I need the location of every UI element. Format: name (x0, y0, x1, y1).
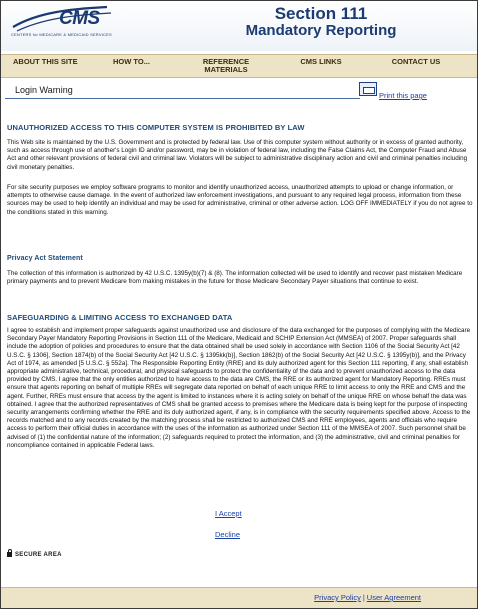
footer-separator: | (362, 593, 365, 602)
privacy-paragraph: The collection of this information is authorized by 42 U.S.C. 1395y(b)(7) & (8). The information collected will be used to identify and recover past mistaken Medicare primary payments and to prevent Medicare from making mistakes in the future for those Medicare Secondary Payer situations that continue to exist. (7, 270, 463, 286)
privacy-policy-link[interactable]: Privacy Policy (314, 593, 361, 602)
site-banner (171, 5, 471, 47)
footer (1, 587, 477, 609)
secure-area-text: SECURE AREA (15, 552, 62, 558)
print-page-link[interactable]: Print this page (379, 91, 427, 100)
decline-link[interactable]: Decline (215, 530, 241, 539)
cms-logo (7, 5, 117, 43)
nav-how-to[interactable]: HOW TO... (113, 57, 150, 66)
printer-icon[interactable] (359, 82, 377, 96)
title-divider (5, 98, 360, 99)
nav-cms-links[interactable]: CMS LINKS (300, 57, 342, 66)
title-bar (1, 81, 477, 101)
banner-title: Section 111 (274, 4, 368, 23)
accept-link[interactable]: I Accept (215, 509, 242, 518)
warning-paragraph-1: This Web site is maintained by the U.S. Government and is protected by federal law. Use of this computer system without authority or in excess of granted authority, such as access through use of another's Login ID and/or password, may be in violation of federal law, including the False Claims Act, the Computer Fraud and Abuse Act and other relevant provisions of federal civil and criminal law. Violators will be subject to administrative disciplinary action and civil and criminal penalties including civil monetary penalties. (7, 139, 468, 171)
user-agreement-link[interactable]: User Agreement (366, 593, 421, 602)
footer-links (314, 593, 421, 602)
safeguard-paragraph: I agree to establish and implement proper safeguards against unauthorized use and disclosure of the data exchanged for the purposes of complying with the Medicare Secondary Payer Mandatory Reporting Provisions in Section 111 of the Medicare, Medicaid and SCHIP Extension Act (MMSEA) of 2007. Proper safeguards shall include the adoption of policies and procedures to ensure that the data obtained shall be used solely in accordance with Section 1106 of the Social Security Act [42 U.S.C. § 1306], Section 1874(b) of the Social Security Act [42 U.S.C. § 1395kk(b)], Section 1862(b) of the Social Security Act [42 U.S.C. § 1395y(b)], and the Privacy Act of 1974, as amended [5 U.S.C. § 552a]. The Responsible Reporting Entity (RRE) and its duly authorized agent for this Section 111 reporting, if any, shall establish appropriate administrative, technical, procedural, and physical safeguards to protect the confidentiality of the data and to prevent unauthorized access to the data provided by CMS. I agree that the only entities authorized to have access to the data are CMS, the RRE or its authorized agent for Mandatory Reporting. RREs must ensure that agents reporting on behalf of multiple RREs will segregate data reported on behalf of each unique RRE to limit access to only the RRE and CMS and the agent. Further, RREs must ensure that access by the agent is limited to instances where it is acting solely on behalf of the unique RRE on whose behalf the data was obtained. I agree that the authorized representatives of CMS shall be granted access to premises where the Medicare data is being kept for the purpose of inspecting security arrangements confirming whether the RRE and its duly authorized agent, if any, is in compliance with the security requirements specified above. Access to the records matched and to any records created by the matching process shall be restricted to authorized CMS and RRE employees, agents and officials who require access to perform their official duties in accordance with the uses of the information as authorized under Section 111 of the MMSEA of 2007. Such personnel shall be advised of (1) the confidential nature of the information; (2) safeguards required to protect the information, and (3) the administrative, civil and criminal penalties for noncompliance contained in applicable Federal laws. (7, 327, 471, 449)
lock-icon (7, 552, 12, 557)
nav-about-this-site[interactable]: ABOUT THIS SITE (13, 57, 78, 66)
safeguard-heading: SAFEGUARDING & LIMITING ACCESS TO EXCHANGED DATA (7, 313, 233, 322)
nav-reference-materials[interactable]: REFERENCE MATERIALS (202, 57, 250, 74)
nav-contact-us[interactable]: CONTACT US (391, 57, 441, 66)
cms-logo-text: CMS (59, 8, 100, 29)
warning-paragraph-2: For site security purposes we employ software programs to monitor and identify unauthorized access, unauthorized attempts to upload or change information, or attempts to otherwise cause damage. In the event of authorized law enforcement investigations, and pursuant to any required legal process, information from these sources may be used to help identify an individual and may be used for administrative, criminal or other adverse action. LOG OFF IMMEDIATELY if you do not agree to the conditions stated in this warning. (7, 184, 473, 216)
secure-area-label (7, 552, 62, 558)
header (1, 1, 477, 51)
main-nav (1, 54, 477, 78)
privacy-heading: Privacy Act Statement (7, 255, 83, 262)
warning-heading: UNAUTHORIZED ACCESS TO THIS COMPUTER SYSTEM IS PROHIBITED BY LAW (7, 123, 305, 132)
cms-logo-subtext: CENTERS for MEDICARE & MEDICAID SERVICES (11, 32, 112, 37)
page-title: Login Warning (15, 85, 73, 95)
banner-subtitle: Mandatory Reporting (245, 22, 397, 39)
